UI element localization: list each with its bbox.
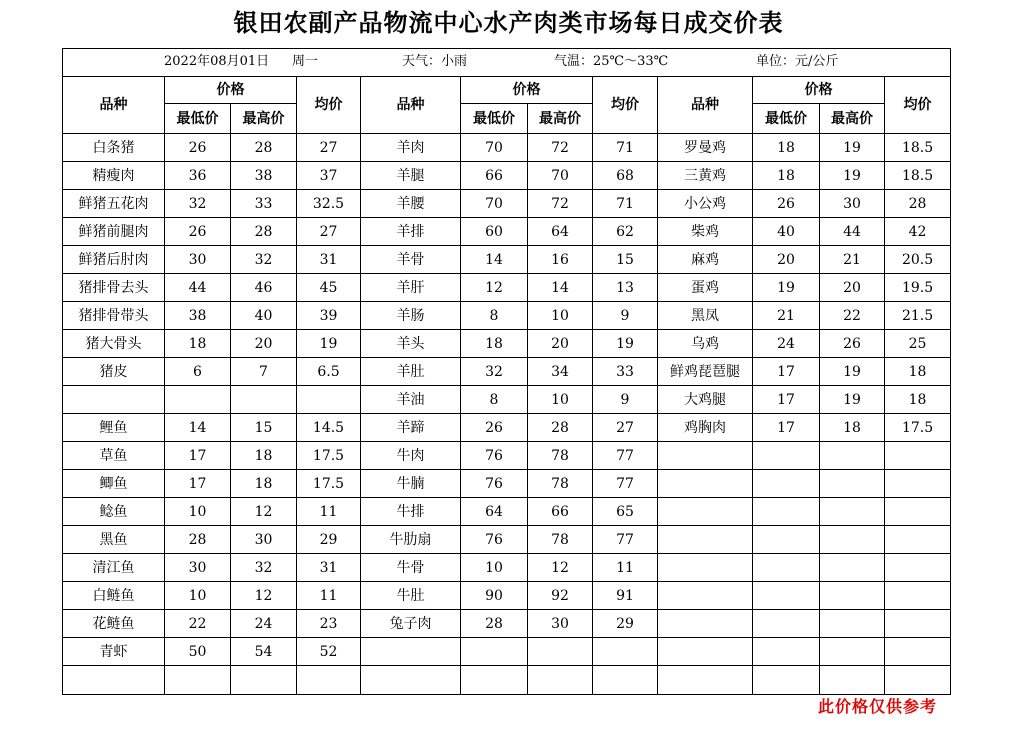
cell-variety: 鲜猪前腿肉 <box>63 218 165 246</box>
cell-max: 34 <box>528 358 593 386</box>
cell-min: 12 <box>461 274 528 302</box>
cell-variety: 猪排骨带头 <box>63 302 165 330</box>
cell-avg <box>885 498 951 526</box>
cell-variety: 白鲢鱼 <box>63 582 165 610</box>
cell-max: 19 <box>820 162 885 190</box>
cell-min: 76 <box>461 470 528 498</box>
cell-avg <box>885 638 951 666</box>
cell-max: 32 <box>231 246 297 274</box>
cell-min: 64 <box>461 498 528 526</box>
cell-avg <box>297 386 361 414</box>
cell-min <box>753 470 820 498</box>
cell-min: 18 <box>165 330 231 358</box>
cell-avg: 37 <box>297 162 361 190</box>
cell-avg: 6.5 <box>297 358 361 386</box>
cell-max: 70 <box>528 162 593 190</box>
cell-min: 38 <box>165 302 231 330</box>
cell-max <box>820 442 885 470</box>
cell-max: 72 <box>528 134 593 162</box>
cell-avg: 23 <box>297 610 361 638</box>
cell-min: 19 <box>753 274 820 302</box>
cell-max: 66 <box>528 498 593 526</box>
cell-min: 32 <box>461 358 528 386</box>
cell-variety <box>658 442 753 470</box>
cell-variety: 乌鸡 <box>658 330 753 358</box>
cell-variety: 羊排 <box>361 218 461 246</box>
cell-avg: 9 <box>593 302 658 330</box>
cell-min: 8 <box>461 302 528 330</box>
cell-variety: 猪排骨去头 <box>63 274 165 302</box>
cell-min: 50 <box>165 638 231 666</box>
cell-max: 18 <box>231 470 297 498</box>
cell-min: 18 <box>461 330 528 358</box>
cell-min: 60 <box>461 218 528 246</box>
cell-min: 17 <box>165 470 231 498</box>
cell-min: 20 <box>753 246 820 274</box>
cell-min: 14 <box>165 414 231 442</box>
header-price-1: 价格 <box>165 77 297 104</box>
cell-max <box>820 666 885 695</box>
cell-min: 28 <box>165 526 231 554</box>
cell-max: 64 <box>528 218 593 246</box>
cell-avg: 19 <box>593 330 658 358</box>
cell-avg: 62 <box>593 218 658 246</box>
table-row <box>63 302 951 330</box>
cell-variety: 罗曼鸡 <box>658 134 753 162</box>
cell-avg: 19.5 <box>885 274 951 302</box>
cell-variety: 猪皮 <box>63 358 165 386</box>
cell-max: 33 <box>231 190 297 218</box>
cell-max: 28 <box>528 414 593 442</box>
header-max-3: 最高价 <box>820 104 885 134</box>
cell-min <box>753 554 820 582</box>
cell-variety: 牛排 <box>361 498 461 526</box>
cell-max <box>231 666 297 695</box>
cell-avg: 11 <box>297 498 361 526</box>
cell-avg <box>885 470 951 498</box>
cell-avg: 20.5 <box>885 246 951 274</box>
cell-variety <box>361 666 461 695</box>
cell-max: 78 <box>528 470 593 498</box>
cell-max: 30 <box>231 526 297 554</box>
cell-variety: 猪大骨头 <box>63 330 165 358</box>
cell-min: 76 <box>461 526 528 554</box>
table-row <box>63 526 951 554</box>
cell-min: 26 <box>165 218 231 246</box>
cell-min: 18 <box>753 134 820 162</box>
cell-variety: 羊腿 <box>361 162 461 190</box>
cell-variety: 鲜猪五花肉 <box>63 190 165 218</box>
cell-avg: 45 <box>297 274 361 302</box>
cell-avg: 29 <box>297 526 361 554</box>
cell-avg: 25 <box>885 330 951 358</box>
cell-avg <box>593 638 658 666</box>
cell-variety <box>63 386 165 414</box>
table-row <box>63 582 951 610</box>
cell-variety: 牛骨 <box>361 554 461 582</box>
cell-variety: 鲜鸡琵琶腿 <box>658 358 753 386</box>
header-avg-3: 均价 <box>885 77 951 134</box>
cell-avg <box>885 610 951 638</box>
cell-max: 14 <box>528 274 593 302</box>
cell-variety: 鲜猪后肘肉 <box>63 246 165 274</box>
cell-min: 28 <box>461 610 528 638</box>
cell-max: 18 <box>231 442 297 470</box>
cell-max <box>820 554 885 582</box>
cell-variety: 草鱼 <box>63 442 165 470</box>
cell-max <box>231 386 297 414</box>
cell-min: 24 <box>753 330 820 358</box>
cell-min: 40 <box>753 218 820 246</box>
cell-min <box>753 582 820 610</box>
cell-min <box>753 442 820 470</box>
cell-variety <box>658 582 753 610</box>
cell-max <box>820 610 885 638</box>
cell-variety: 黑凤 <box>658 302 753 330</box>
cell-avg: 52 <box>297 638 361 666</box>
cell-max: 92 <box>528 582 593 610</box>
cell-min <box>753 498 820 526</box>
cell-max: 72 <box>528 190 593 218</box>
cell-variety: 柴鸡 <box>658 218 753 246</box>
table-row <box>63 470 951 498</box>
cell-avg: 91 <box>593 582 658 610</box>
cell-max: 19 <box>820 358 885 386</box>
cell-min: 44 <box>165 274 231 302</box>
table-row <box>63 666 951 695</box>
cell-min <box>461 638 528 666</box>
cell-max <box>820 470 885 498</box>
cell-min: 76 <box>461 442 528 470</box>
cell-avg: 68 <box>593 162 658 190</box>
cell-avg: 32.5 <box>297 190 361 218</box>
table-row <box>63 358 951 386</box>
cell-avg: 17.5 <box>885 414 951 442</box>
cell-max: 12 <box>528 554 593 582</box>
cell-avg: 29 <box>593 610 658 638</box>
cell-min: 70 <box>461 134 528 162</box>
cell-max: 26 <box>820 330 885 358</box>
table-row <box>63 554 951 582</box>
cell-avg: 9 <box>593 386 658 414</box>
cell-min: 90 <box>461 582 528 610</box>
cell-min: 21 <box>753 302 820 330</box>
cell-max <box>820 526 885 554</box>
cell-min <box>753 638 820 666</box>
cell-variety: 白条猪 <box>63 134 165 162</box>
cell-variety: 羊头 <box>361 330 461 358</box>
cell-max: 78 <box>528 442 593 470</box>
cell-avg: 77 <box>593 526 658 554</box>
cell-avg: 65 <box>593 498 658 526</box>
cell-avg: 71 <box>593 134 658 162</box>
cell-avg: 11 <box>297 582 361 610</box>
cell-max: 40 <box>231 302 297 330</box>
cell-max: 28 <box>231 218 297 246</box>
cell-min: 26 <box>461 414 528 442</box>
cell-variety <box>658 666 753 695</box>
cell-avg: 42 <box>885 218 951 246</box>
cell-min: 22 <box>165 610 231 638</box>
cell-min: 17 <box>753 414 820 442</box>
cell-variety: 青虾 <box>63 638 165 666</box>
cell-avg: 18 <box>885 386 951 414</box>
cell-max: 46 <box>231 274 297 302</box>
cell-min: 66 <box>461 162 528 190</box>
cell-avg: 77 <box>593 470 658 498</box>
cell-avg: 17.5 <box>297 470 361 498</box>
table-row <box>63 218 951 246</box>
cell-min: 10 <box>165 582 231 610</box>
price-table <box>62 48 951 695</box>
table-row <box>63 274 951 302</box>
cell-max: 20 <box>528 330 593 358</box>
cell-variety: 鲤鱼 <box>63 414 165 442</box>
temperature-label: 气温：25℃～33℃ <box>554 54 669 69</box>
header-variety-2: 品种 <box>361 77 461 134</box>
cell-variety: 花鲢鱼 <box>63 610 165 638</box>
cell-variety <box>658 638 753 666</box>
cell-variety: 大鸡腿 <box>658 386 753 414</box>
cell-variety: 牛腩 <box>361 470 461 498</box>
cell-variety: 三黄鸡 <box>658 162 753 190</box>
header-avg-2: 均价 <box>593 77 658 134</box>
cell-avg: 27 <box>297 134 361 162</box>
table-row <box>63 190 951 218</box>
cell-max: 12 <box>231 582 297 610</box>
cell-min: 32 <box>165 190 231 218</box>
cell-min <box>165 386 231 414</box>
unit-label: 单位：元/公斤 <box>756 54 839 69</box>
header-price-3: 价格 <box>753 77 885 104</box>
cell-variety: 蛋鸡 <box>658 274 753 302</box>
cell-variety: 羊肚 <box>361 358 461 386</box>
cell-avg: 71 <box>593 190 658 218</box>
cell-min: 10 <box>461 554 528 582</box>
cell-variety <box>658 610 753 638</box>
weather-label: 天气：小雨 <box>402 54 468 69</box>
table-row <box>63 162 951 190</box>
cell-max: 30 <box>528 610 593 638</box>
cell-max: 54 <box>231 638 297 666</box>
cell-avg: 31 <box>297 246 361 274</box>
cell-variety <box>658 470 753 498</box>
cell-variety: 羊油 <box>361 386 461 414</box>
cell-max: 21 <box>820 246 885 274</box>
cell-variety: 兔子肉 <box>361 610 461 638</box>
info-bar <box>63 49 951 77</box>
cell-min: 6 <box>165 358 231 386</box>
cell-min <box>753 666 820 695</box>
cell-max: 15 <box>231 414 297 442</box>
table-row <box>63 134 951 162</box>
cell-min: 30 <box>165 554 231 582</box>
cell-max: 38 <box>231 162 297 190</box>
cell-min: 17 <box>753 386 820 414</box>
cell-min: 30 <box>165 246 231 274</box>
table-row <box>63 638 951 666</box>
cell-avg: 18.5 <box>885 162 951 190</box>
cell-max: 19 <box>820 386 885 414</box>
cell-max: 78 <box>528 526 593 554</box>
cell-max <box>528 666 593 695</box>
cell-variety <box>63 666 165 695</box>
cell-variety: 精瘦肉 <box>63 162 165 190</box>
cell-variety: 鲫鱼 <box>63 470 165 498</box>
cell-max: 22 <box>820 302 885 330</box>
cell-variety: 清江鱼 <box>63 554 165 582</box>
cell-avg: 19 <box>297 330 361 358</box>
cell-avg <box>885 666 951 695</box>
cell-avg: 33 <box>593 358 658 386</box>
cell-avg: 18.5 <box>885 134 951 162</box>
weekday-label: 周一 <box>292 54 319 69</box>
header-max-1: 最高价 <box>231 104 297 134</box>
table-row <box>63 442 951 470</box>
cell-max: 18 <box>820 414 885 442</box>
cell-max: 30 <box>820 190 885 218</box>
cell-variety: 羊腰 <box>361 190 461 218</box>
header-min-1: 最低价 <box>165 104 231 134</box>
disclaimer-note: 此价格仅供参考 <box>818 697 938 716</box>
table-row <box>63 386 951 414</box>
table-row <box>63 498 951 526</box>
cell-max: 19 <box>820 134 885 162</box>
cell-max: 20 <box>231 330 297 358</box>
cell-max: 7 <box>231 358 297 386</box>
page-title: 银田农副产品物流中心水产肉类市场每日成交价表 <box>233 9 784 37</box>
cell-variety: 羊骨 <box>361 246 461 274</box>
header-variety-1: 品种 <box>63 77 165 134</box>
cell-min <box>753 526 820 554</box>
date-label: 2022年08月01日 <box>164 54 270 69</box>
cell-avg: 39 <box>297 302 361 330</box>
cell-max: 10 <box>528 386 593 414</box>
cell-max: 28 <box>231 134 297 162</box>
cell-max: 12 <box>231 498 297 526</box>
header-max-2: 最高价 <box>528 104 593 134</box>
header-variety-3: 品种 <box>658 77 753 134</box>
header-avg-1: 均价 <box>297 77 361 134</box>
cell-variety: 牛肉 <box>361 442 461 470</box>
table-row <box>63 414 951 442</box>
cell-avg <box>885 582 951 610</box>
cell-min: 26 <box>165 134 231 162</box>
cell-max: 16 <box>528 246 593 274</box>
cell-avg: 77 <box>593 442 658 470</box>
cell-min <box>461 666 528 695</box>
cell-variety: 牛肋扇 <box>361 526 461 554</box>
table-row <box>63 610 951 638</box>
header-min-2: 最低价 <box>461 104 528 134</box>
cell-variety <box>361 638 461 666</box>
cell-max: 10 <box>528 302 593 330</box>
header-price-2: 价格 <box>461 77 593 104</box>
cell-avg: 31 <box>297 554 361 582</box>
table-row <box>63 330 951 358</box>
cell-min: 17 <box>753 358 820 386</box>
cell-min <box>165 666 231 695</box>
cell-max: 32 <box>231 554 297 582</box>
cell-variety: 牛肚 <box>361 582 461 610</box>
cell-variety: 小公鸡 <box>658 190 753 218</box>
cell-avg: 27 <box>297 218 361 246</box>
cell-variety: 麻鸡 <box>658 246 753 274</box>
table-row <box>63 246 951 274</box>
cell-min: 8 <box>461 386 528 414</box>
cell-avg: 18 <box>885 358 951 386</box>
cell-variety <box>658 498 753 526</box>
cell-avg: 13 <box>593 274 658 302</box>
cell-max <box>820 582 885 610</box>
cell-avg: 15 <box>593 246 658 274</box>
cell-variety <box>658 526 753 554</box>
cell-avg <box>885 526 951 554</box>
cell-max <box>820 638 885 666</box>
cell-variety: 黑鱼 <box>63 526 165 554</box>
cell-variety: 羊肠 <box>361 302 461 330</box>
cell-max: 44 <box>820 218 885 246</box>
header-min-3: 最低价 <box>753 104 820 134</box>
cell-avg <box>885 442 951 470</box>
cell-variety <box>658 554 753 582</box>
cell-min: 26 <box>753 190 820 218</box>
cell-avg <box>297 666 361 695</box>
cell-avg <box>885 554 951 582</box>
cell-avg <box>593 666 658 695</box>
cell-min: 14 <box>461 246 528 274</box>
cell-min: 18 <box>753 162 820 190</box>
cell-avg: 11 <box>593 554 658 582</box>
cell-min: 10 <box>165 498 231 526</box>
cell-max <box>528 638 593 666</box>
cell-variety: 鲶鱼 <box>63 498 165 526</box>
cell-min: 36 <box>165 162 231 190</box>
cell-avg: 28 <box>885 190 951 218</box>
cell-avg: 14.5 <box>297 414 361 442</box>
cell-avg: 17.5 <box>297 442 361 470</box>
cell-max: 20 <box>820 274 885 302</box>
cell-variety: 羊肝 <box>361 274 461 302</box>
cell-variety: 羊肉 <box>361 134 461 162</box>
cell-avg: 27 <box>593 414 658 442</box>
cell-max <box>820 498 885 526</box>
cell-variety: 羊蹄 <box>361 414 461 442</box>
cell-variety: 鸡胸肉 <box>658 414 753 442</box>
cell-max: 24 <box>231 610 297 638</box>
cell-avg: 21.5 <box>885 302 951 330</box>
cell-min: 70 <box>461 190 528 218</box>
cell-min: 17 <box>165 442 231 470</box>
cell-min <box>753 610 820 638</box>
